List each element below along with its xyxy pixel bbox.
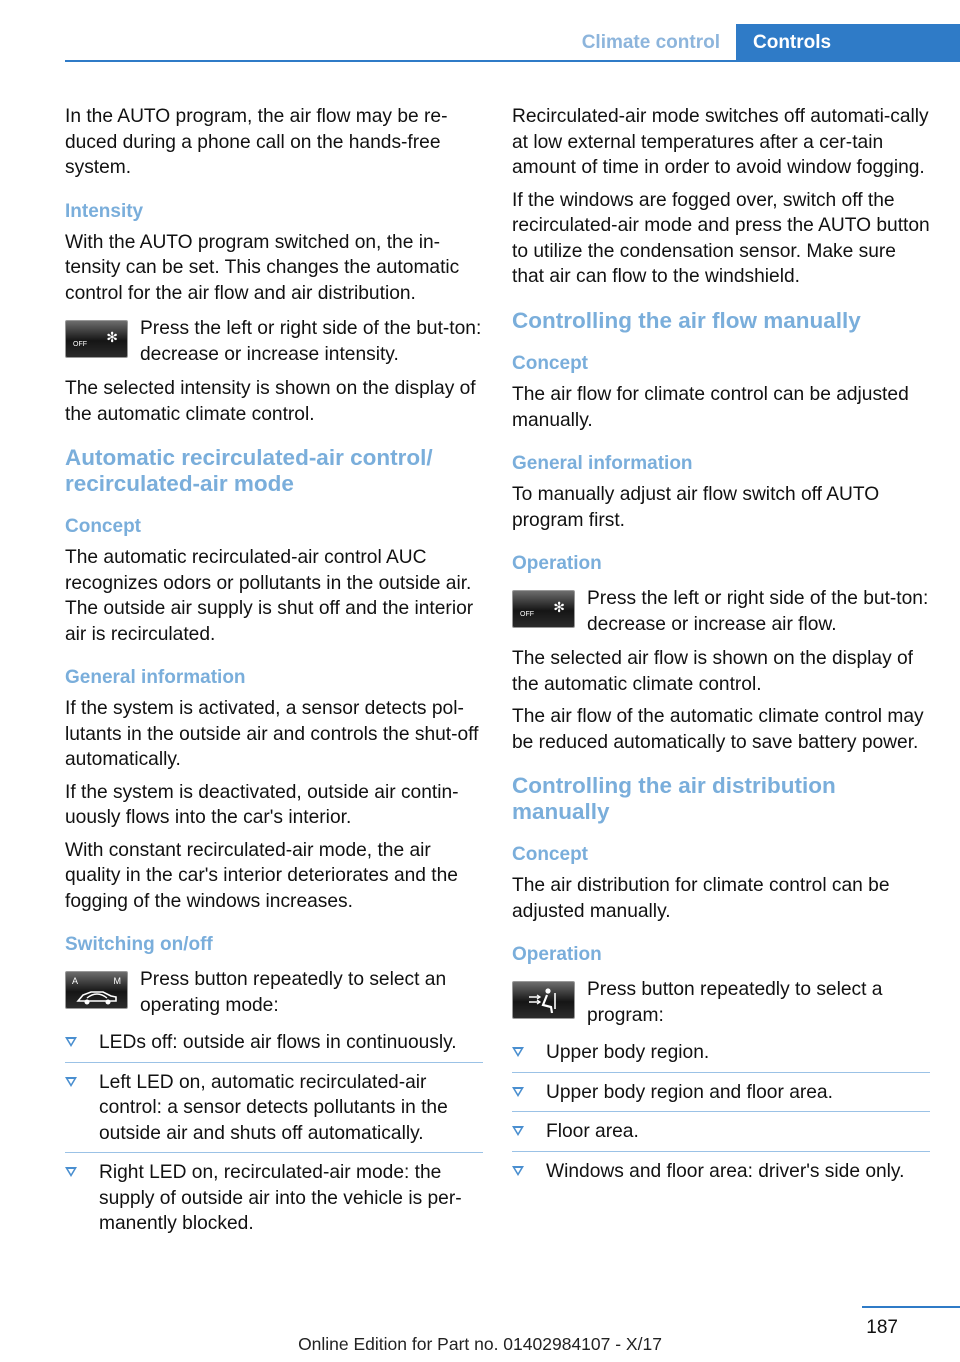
- triangle-bullet-icon: [65, 1167, 77, 1177]
- header-rule: [65, 60, 960, 62]
- list-item: Left LED on, automatic recirculated-air control: a sensor detects pollutants in the outside air and shuts off automatically.: [65, 1070, 483, 1154]
- instruction-text: Press the left or right side of the but-ton: decrease or increase intensity.: [140, 318, 482, 365]
- list-item: Right LED on, recirculated-air mode: the supply of outside air into the vehicle is per-manently blocked.: [65, 1160, 483, 1243]
- paragraph: The air distribution for climate control can be adjusted manually.: [512, 875, 890, 922]
- heading-air-flow: Controlling the air flow manually: [512, 307, 861, 333]
- left-column: [65, 104, 483, 1250]
- instruction-text: Press button repeatedly to select an operating mode:: [140, 969, 447, 1016]
- list-item: Upper body region and floor area.: [512, 1080, 930, 1113]
- paragraph: Recirculated-air mode switches off automati-cally at low external temperatures after a cer-tain amount of time in order to avoid window fogging.: [512, 106, 929, 178]
- triangle-bullet-icon: [512, 1047, 524, 1057]
- off-label: OFF: [520, 611, 534, 618]
- heading-general-information: General information: [512, 453, 693, 474]
- paragraph: With constant recirculated-air mode, the air quality in the car's interior deteriorates and the fogging of the windows increases.: [65, 839, 458, 912]
- car-recirculation-icon: [75, 986, 119, 1006]
- triangle-bullet-icon: [512, 1087, 524, 1097]
- program-list: [512, 1040, 930, 1190]
- list-item: LEDs off: outside air flows in continuously.: [65, 1030, 483, 1063]
- list-item: Floor area.: [512, 1119, 930, 1152]
- fan-button-icon: [65, 320, 128, 358]
- air-distribution-button-icon: [512, 981, 575, 1019]
- paragraph: If the system is activated, a sensor detects pol-lutants in the outside air and controls the shut-off automatically.: [65, 698, 479, 770]
- heading-operation: Operation: [512, 553, 602, 574]
- icon-instruction: [65, 967, 483, 1018]
- list-item: Upper body region.: [512, 1040, 930, 1073]
- page-number: 187: [866, 1317, 898, 1338]
- paragraph: To manually adjust air flow switch off AUTO program first.: [512, 484, 880, 531]
- triangle-bullet-icon: [65, 1037, 77, 1047]
- list-item: Windows and floor area: driver's side only.: [512, 1159, 930, 1191]
- fan-button-icon: [512, 590, 575, 628]
- triangle-bullet-icon: [65, 1077, 77, 1087]
- triangle-bullet-icon: [512, 1126, 524, 1136]
- page-number-rule: [862, 1306, 960, 1308]
- triangle-bullet-icon: [512, 1166, 524, 1176]
- icon-instruction: [512, 977, 930, 1028]
- icon-instruction: [65, 316, 483, 367]
- recirculation-button-icon: [65, 971, 128, 1009]
- heading-general-information: General information: [65, 667, 246, 688]
- heading-switching: Switching on/off: [65, 934, 213, 955]
- heading-auc: Automatic recirculated-air control/ recirculated-air mode: [65, 445, 433, 496]
- paragraph: The selected intensity is shown on the display of the automatic climate control.: [65, 378, 476, 425]
- paragraph: With the AUTO program switched on, the in-tensity can be set. This changes the automatic control for the air flow and air distribution.: [65, 231, 460, 304]
- fan-icon: ✻: [106, 329, 118, 345]
- paragraph: The air flow of the automatic climate control may be reduced automatically to save battery power.: [512, 706, 924, 753]
- heading-air-distribution: Controlling the air distribution manually: [512, 773, 836, 824]
- a-label: A: [72, 976, 79, 986]
- paragraph: If the system is deactivated, outside air contin-uously flows into the car's interior.: [65, 781, 459, 828]
- right-column: [512, 104, 930, 1197]
- heading-intensity: Intensity: [65, 200, 144, 222]
- mode-list: [65, 1030, 483, 1243]
- m-label: M: [113, 976, 121, 986]
- footer-edition: Online Edition for Part no. 01402984107 - X/17: [298, 1334, 662, 1354]
- paragraph: In the AUTO program, the air flow may be re-duced during a phone call on the hands-free system.: [65, 106, 448, 178]
- heading-operation: Operation: [512, 944, 602, 965]
- instruction-text: Press the left or right side of the but-ton: decrease or increase air flow.: [587, 588, 929, 635]
- paragraph: The selected air flow is shown on the display of the automatic climate control.: [512, 648, 914, 695]
- off-label: OFF: [73, 341, 87, 348]
- seat-airflow-icon: [527, 987, 563, 1015]
- heading-concept: Concept: [65, 516, 141, 537]
- icon-instruction: [512, 586, 930, 637]
- paragraph: The air flow for climate control can be adjusted manually.: [512, 384, 909, 431]
- instruction-text: Press button repeatedly to select a program:: [587, 979, 883, 1026]
- heading-concept: Concept: [512, 353, 588, 374]
- header-chapter-tab: Controls: [736, 24, 960, 62]
- fan-icon: ✻: [553, 599, 565, 615]
- heading-concept: Concept: [512, 844, 588, 865]
- paragraph: If the windows are fogged over, switch off the recirculated-air mode and press the AUTO button to utilize the condensation sensor. Make sure that air can flow to the windshield.: [512, 189, 930, 287]
- header-section-title: Climate control: [581, 32, 720, 53]
- paragraph: The automatic recirculated-air control AUC recognizes odors or pollutants in the outside air. The outside air supply is shut off and the interior air is recirculated.: [65, 547, 474, 645]
